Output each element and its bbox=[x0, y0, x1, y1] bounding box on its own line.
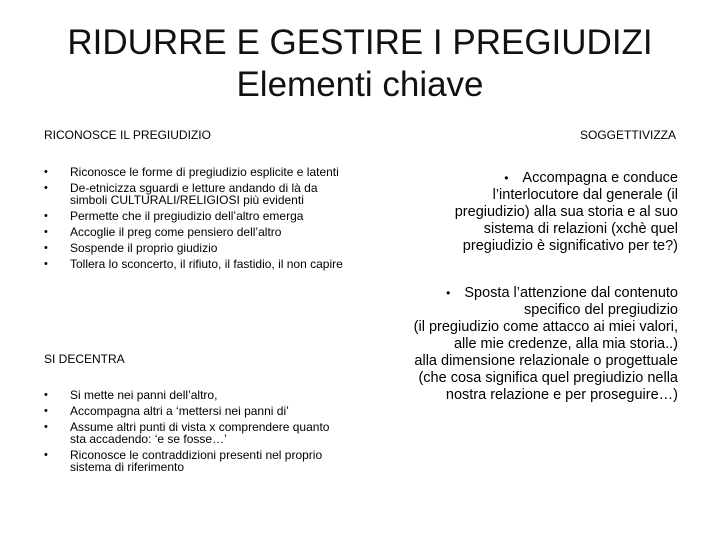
soggettivizza-item-2 bbox=[358, 285, 678, 404]
list-riconosce bbox=[44, 166, 354, 274]
text-line: pregiudizio) alla sua storia e al suo bbox=[454, 204, 678, 220]
soggettivizza-item-1 bbox=[378, 170, 678, 255]
text-line: • Sposta l’attenzione dal contenuto bbox=[446, 285, 678, 301]
bullet-icon: • bbox=[504, 171, 509, 185]
text-line: (il pregiudizio come attacco ai miei valori, bbox=[413, 319, 678, 335]
list-item: • De-etnicizza sguardi e letture andando di là da simboli CULTURALI/RELIGIOSI più evidenti bbox=[44, 182, 354, 206]
text-line: sistema di relazioni (xchè quel bbox=[483, 221, 678, 237]
list-item: • Sospende il proprio giudizio bbox=[44, 242, 354, 254]
list-item: • Riconosce le contraddizioni presenti nel proprio sistema di riferimento bbox=[44, 449, 344, 473]
list-item: • Si mette nei panni dell’altro, bbox=[44, 389, 344, 401]
text-line: alle mie credenze, alla mia storia..) bbox=[453, 336, 678, 352]
heading-decentra: SI DECENTRA bbox=[44, 352, 125, 366]
heading-riconosce: RICONOSCE IL PREGIUDIZIO bbox=[44, 128, 211, 142]
text-line: l’interlocutore dal generale (il bbox=[492, 187, 678, 203]
slide-subtitle: Elementi chiave bbox=[236, 65, 484, 104]
text-line: nostra relazione e per proseguire…) bbox=[445, 387, 678, 403]
bullet-icon: • bbox=[446, 286, 451, 300]
list-item: • Accoglie il preg come pensiero dell’altro bbox=[44, 226, 354, 238]
list-item: • Assume altri punti di vista x comprendere quanto sta accadendo: ‘e se fosse…’ bbox=[44, 421, 344, 445]
slide-title-line1: RIDURRE E GESTIRE I PREGIUDIZI bbox=[67, 23, 653, 62]
text-line: • Accompagna e conduce bbox=[504, 170, 678, 186]
heading-soggettivizza: SOGGETTIVIZZA bbox=[579, 128, 676, 142]
text-line: pregiudizio è significativo per te?) bbox=[462, 238, 678, 254]
list-item: • Tollera lo sconcerto, il rifiuto, il fastidio, il non capire bbox=[44, 258, 354, 270]
list-decentra bbox=[44, 389, 344, 477]
list-item: • Accompagna altri a ‘mettersi nei panni di’ bbox=[44, 405, 344, 417]
text-line: specifico del pregiudizio bbox=[524, 302, 678, 318]
text-line: (che cosa significa quel pregiudizio nella bbox=[418, 370, 678, 386]
slide-title bbox=[0, 22, 720, 106]
list-item: • Riconosce le forme di pregiudizio esplicite e latenti bbox=[44, 166, 354, 178]
list-item: • Permette che il pregiudizio dell’altro emerga bbox=[44, 210, 354, 222]
text-line: alla dimensione relazionale o progettuale bbox=[414, 353, 678, 369]
